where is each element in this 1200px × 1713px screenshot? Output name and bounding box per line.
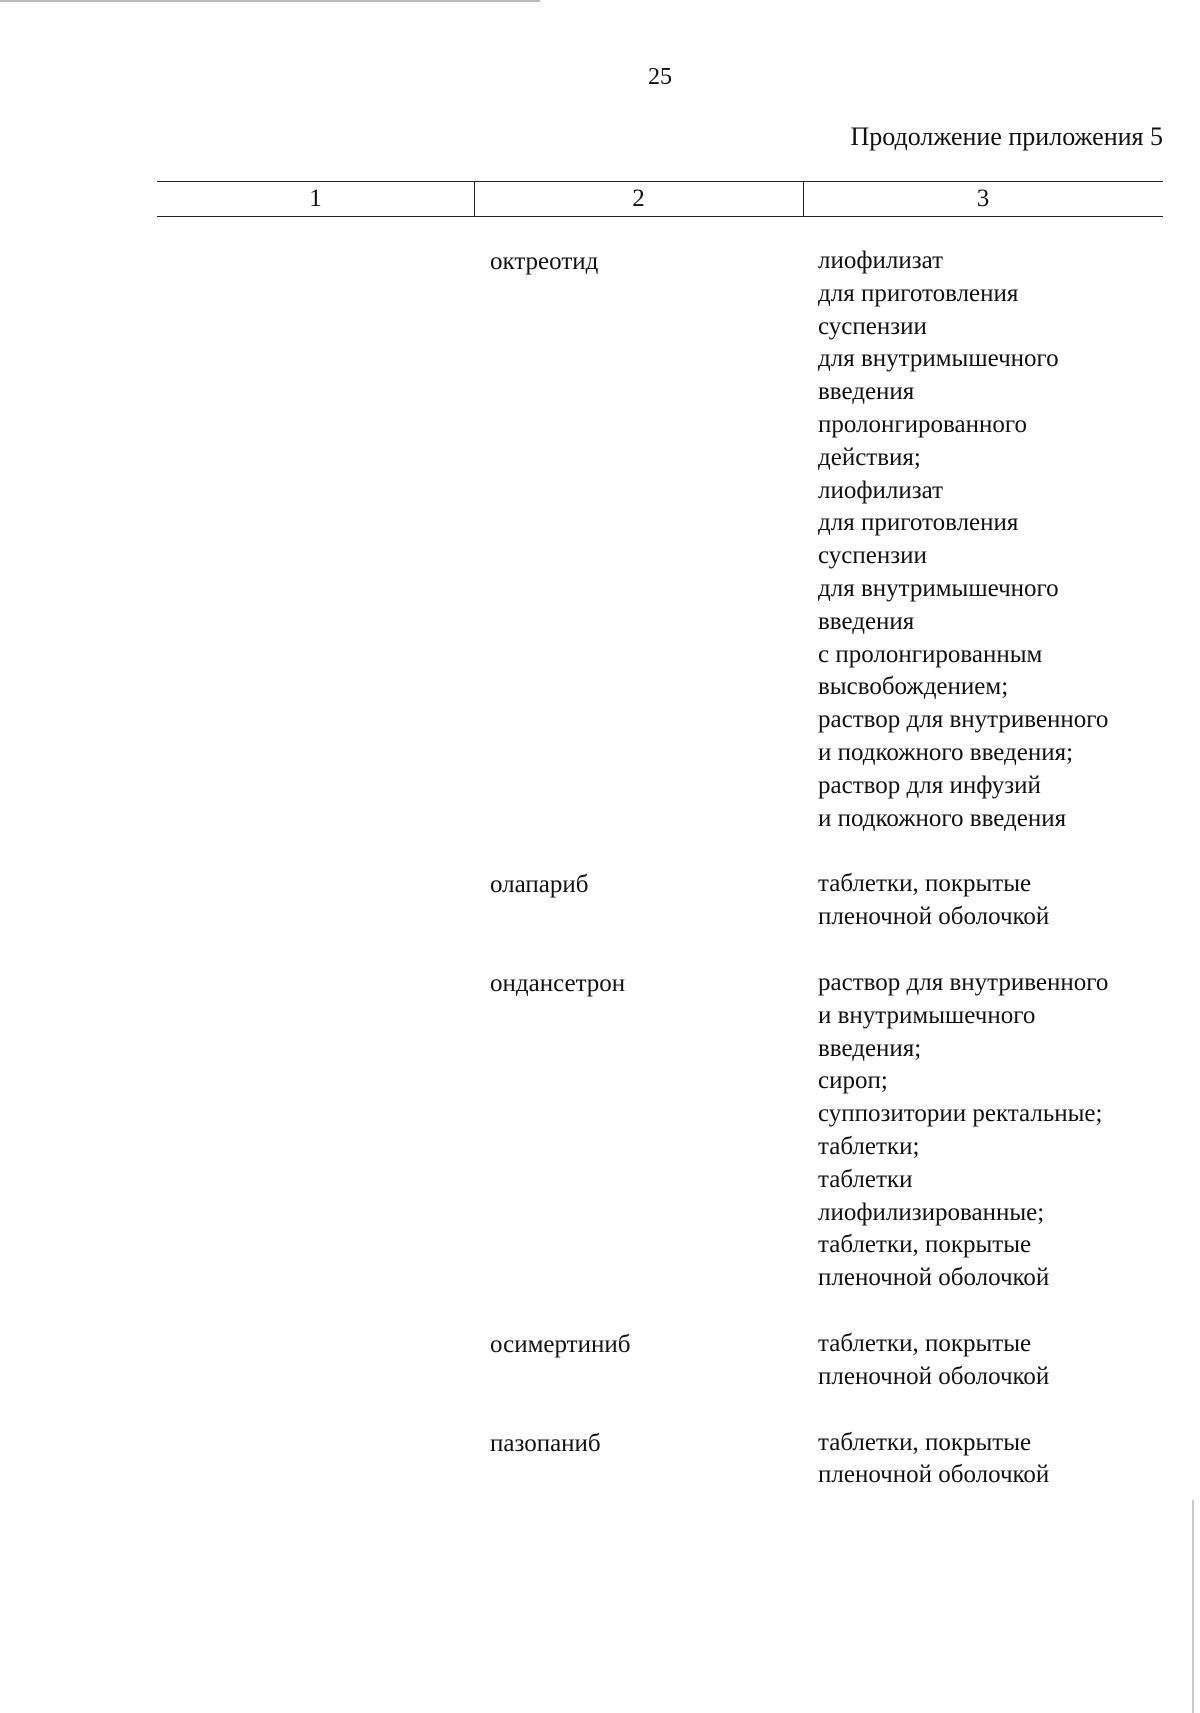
dosage-form-line: суспензии	[818, 542, 927, 570]
header-cell-1: 1	[157, 182, 475, 216]
table-row	[0, 967, 1200, 1295]
dosage-forms	[818, 868, 1200, 934]
dosage-form-line: сироп;	[818, 1067, 888, 1095]
dosage-form-line: таблетки, покрытые	[818, 870, 1032, 898]
dosage-form-line: таблетки, покрытые	[818, 1231, 1032, 1259]
dosage-form-line: таблетки, покрытые	[818, 1428, 1032, 1456]
dosage-form-line: для приготовления	[818, 279, 1019, 307]
table-row	[0, 245, 1200, 835]
dosage-form-line: раствор для внутривенного	[818, 706, 1109, 734]
dosage-form-line: для приготовления	[818, 509, 1019, 537]
header-cell-2: 2	[474, 182, 804, 216]
table-row	[0, 1427, 1200, 1493]
page-number: 25	[648, 64, 672, 90]
drug-name: олапариб	[490, 871, 589, 899]
dosage-form-line: высвобождением;	[818, 673, 1009, 701]
dosage-form-line: суспензии	[818, 312, 927, 340]
drug-name: осимертиниб	[490, 1330, 631, 1358]
dosage-form-line: раствор для внутривенного	[818, 968, 1109, 996]
drug-name: ондансетрон	[490, 969, 626, 997]
dosage-forms	[818, 1328, 1200, 1394]
dosage-form-line: таблетки;	[818, 1132, 920, 1160]
dosage-form-line: пленочной оболочкой	[818, 1264, 1050, 1292]
table-row	[0, 1328, 1200, 1394]
dosage-form-line: введения	[818, 607, 915, 635]
dosage-form-line: пролонгированного	[818, 410, 1027, 438]
dosage-form-line: лиофилизат	[818, 247, 944, 274]
dosage-form-line: таблетки	[818, 1165, 913, 1193]
dosage-form-line: таблетки, покрытые	[818, 1329, 1032, 1357]
header-cell-3: 3	[976, 185, 990, 212]
table-row	[0, 868, 1200, 934]
dosage-form-line: лиофилизат	[818, 476, 944, 504]
table-header	[157, 181, 1163, 217]
dosage-form-line: с пролонгированным	[818, 640, 1043, 668]
dosage-form-line: действия;	[818, 443, 921, 471]
dosage-form-line: пленочной оболочкой	[818, 1461, 1050, 1489]
dosage-forms	[818, 245, 1200, 835]
dosage-form-line: введения	[818, 378, 915, 406]
dosage-form-line: суппозитории ректальные;	[818, 1100, 1103, 1128]
dosage-form-line: для внутримышечного	[818, 345, 1059, 373]
scan-artifact-edge	[1192, 1500, 1194, 1713]
dosage-form-line: для внутримышечного	[818, 574, 1059, 602]
dosage-form-line: и подкожного введения	[818, 804, 1067, 832]
table-body	[0, 245, 1200, 1525]
scan-artifact-line	[0, 0, 540, 2]
dosage-forms	[818, 1427, 1200, 1493]
dosage-form-line: пленочной оболочкой	[818, 903, 1050, 931]
dosage-form-line: и внутримышечного	[818, 1001, 1036, 1029]
dosage-form-line: лиофилизированные;	[818, 1198, 1045, 1226]
dosage-form-line: раствор для инфузий	[818, 771, 1041, 799]
drug-name: пазопаниб	[490, 1429, 601, 1457]
drug-name: октреотид	[490, 248, 599, 275]
continuation-title: Продолжение приложения 5	[850, 122, 1163, 151]
dosage-forms	[818, 967, 1200, 1295]
dosage-form-line: введения;	[818, 1034, 922, 1062]
dosage-form-line: пленочной оболочкой	[818, 1362, 1050, 1390]
dosage-form-line: и подкожного введения;	[818, 738, 1074, 766]
